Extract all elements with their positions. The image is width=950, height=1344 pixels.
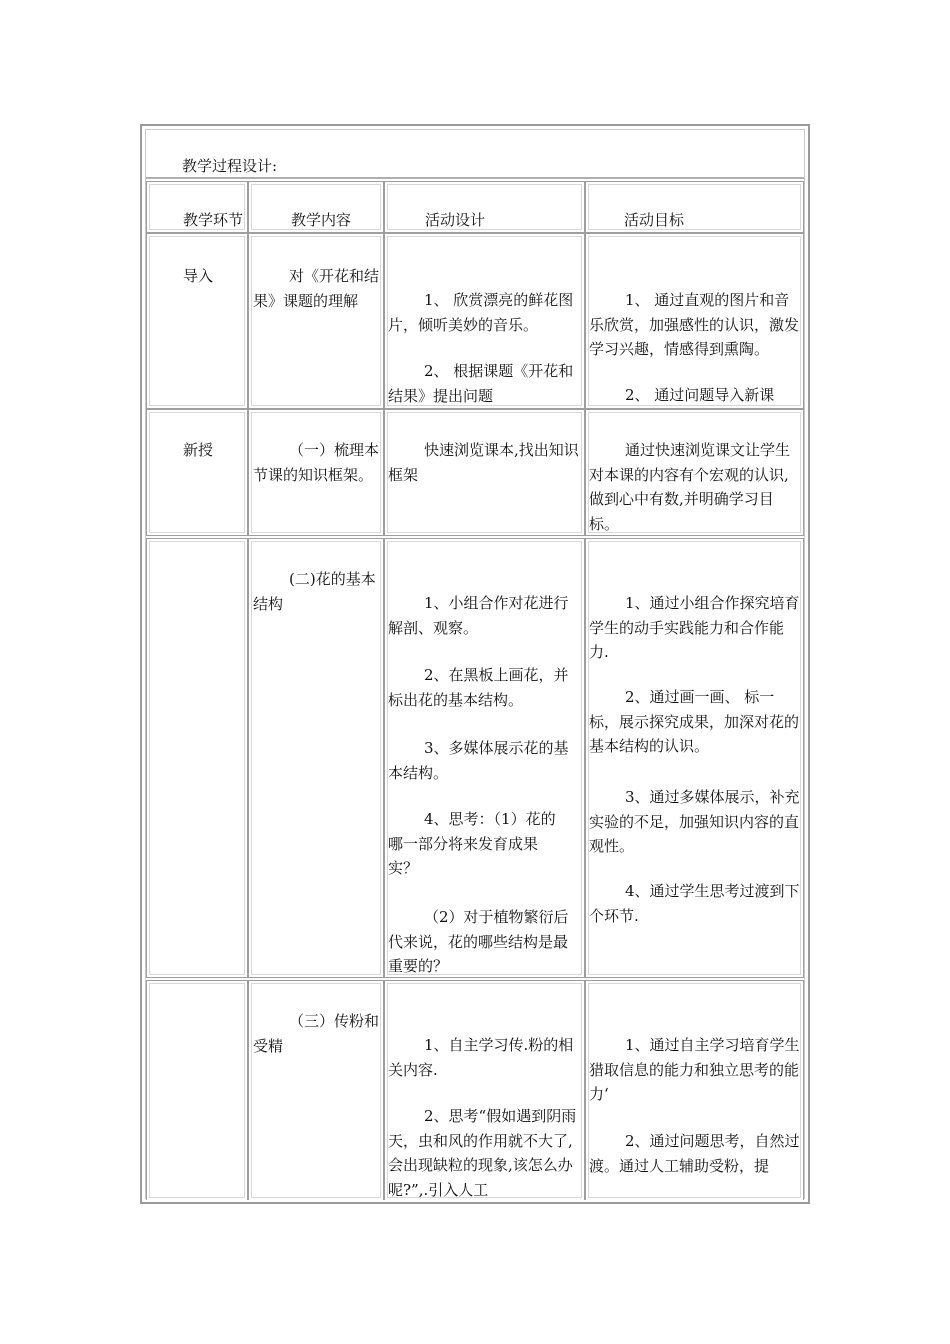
row4-content-cell [248,980,384,1200]
row3-goal-4: 4、通过学生思考过渡到下个环节. [589,882,800,925]
row3-goal-2: 2、通过画一画、 标一标，展示探究成果，加深对花的基本结构的认识。 [589,688,800,755]
row2-goal-1: 通过快速浏览课文让学生对本课的内容有个宏观的认识,做到心中有数,并明确学习目标。 [589,441,791,533]
row4-activity-2: 2、思考“假如遇到阴雨天，虫和风的作用就不大了,会出现缺粒的现象,该怎么办呢?”,.引入人工 [388,1107,577,1199]
row2-goal-cell [585,409,804,536]
title-cell [146,128,804,179]
row1-activity-cell [384,233,585,409]
table-title: 教学过程设计: [182,157,278,175]
row4-goal-2: 2、通过问题思考，自然过渡。通过人工辅助受粉，提 [589,1132,800,1175]
row3-goal-cell [585,538,804,978]
row2-content: （一）梳理本节课的知识框架。 [253,441,380,484]
row2-stage: 新授 [183,441,214,459]
row3-activity-5: （2）对于植物繁衍后代来说，花的哪些结构是最重要的？ [388,908,569,975]
row4-goal-cell [585,980,804,1200]
row1-goal-cell [585,233,804,409]
header-goal: 活动目标 [624,211,685,229]
header-stage: 教学环节 [183,211,244,229]
row2-content-cell [248,409,384,536]
row3-activity-cell [384,538,585,978]
row2-stage-cell [146,409,248,536]
row3-activity-2: 2、在黑板上画花，并标出花的基本结构。 [388,666,569,709]
row3-content: (二)花的基本结构 [253,570,376,613]
row1-activity-2: 2、 根据课题《开花和结果》提出问题 [388,362,574,405]
header-goal-cell [585,181,804,233]
row1-goal-2: 2、 通过问题导入新课 [625,386,775,404]
row4-goal-1: 1、通过自主学习培育学生猎取信息的能力和独立思考的能力‘ [589,1036,800,1103]
row3-goal-1: 1、通过小组合作探究培育学生的动手实践能力和合作能力. [589,594,800,661]
header-content: 教学内容 [291,211,352,229]
row4-stage-cell [146,980,248,1200]
row1-stage: 导入 [183,267,214,285]
row4-content: （三）传粉和受精 [253,1012,380,1055]
row1-activity-1: 1、 欣赏漂亮的鲜花图片，倾听美妙的音乐。 [388,291,574,334]
row2-activity-cell [384,409,585,536]
header-content-cell [248,181,384,233]
row1-content: 对《开花和结果》课题的理解 [253,267,380,310]
header-stage-cell [146,181,248,233]
header-activity: 活动设计 [425,211,486,229]
row1-content-cell [248,233,384,409]
row4-activity-cell [384,980,585,1200]
row1-goal-1: 1、 通过直观的图片和音乐欣赏，加强感性的认识，激发学习兴趣，情感得到熏陶。 [589,291,800,358]
row3-activity-1: 1、小组合作对花进行解剖、观察。 [388,594,569,637]
row3-content-cell [248,538,384,978]
row1-stage-cell [146,233,248,409]
row3-goal-3: 3、通过多媒体展示，补充实验的不足，加强知识内容的直观性。 [589,788,800,855]
row4-activity-1: 1、自主学习传.粉的相关内容. [388,1036,574,1079]
header-activity-cell [384,181,585,233]
row3-stage-cell [146,538,248,978]
row3-activity-3: 3、多媒体展示花的基本结构。 [388,739,569,782]
row2-activity-1: 快速浏览课本,找出知识框架 [388,441,579,484]
row3-activity-4: 4、思考：（1）花的哪一部分将来发育成果实？ [388,810,556,877]
